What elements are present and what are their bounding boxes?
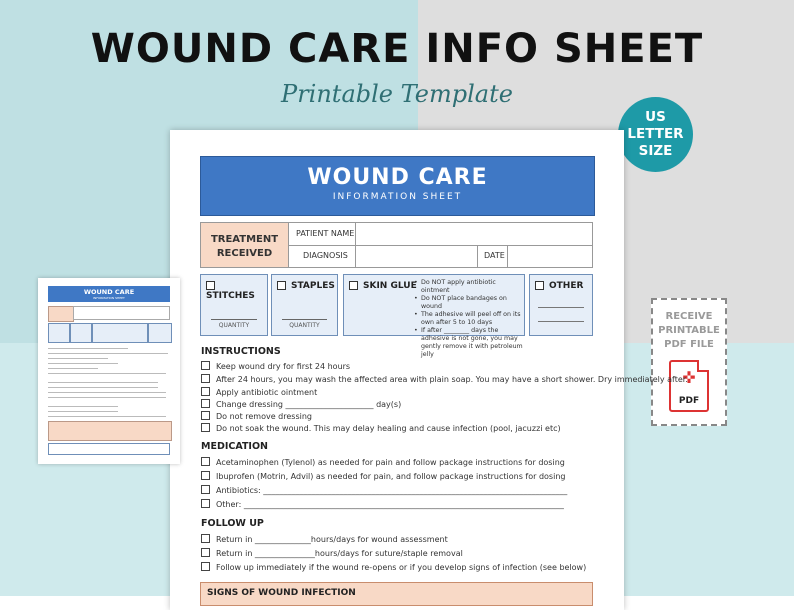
instruction-text: Do not soak the wound. This may delay healing and cause infection (pool, jacuzzi etc) — [216, 424, 561, 433]
glue-note: • Do NOT place bandages on wound — [414, 295, 524, 311]
pdf-file-icon — [669, 360, 709, 412]
mini-option-box — [148, 323, 172, 343]
follow-up-title: FOLLOW UP — [201, 518, 264, 529]
other-option — [529, 274, 593, 336]
other-head — [535, 281, 583, 291]
hero-subtitle: Printable Template — [281, 80, 513, 108]
checkbox[interactable] — [201, 548, 210, 557]
mini-banner-title: WOUND CARE — [83, 288, 135, 296]
checkbox[interactable] — [201, 423, 210, 432]
checkbox[interactable] — [201, 411, 210, 420]
mini-line — [48, 382, 158, 383]
other-label: OTHER — [549, 281, 584, 291]
mini-line — [48, 387, 158, 388]
checkbox[interactable] — [201, 499, 210, 508]
medication-item — [201, 457, 565, 467]
date-label: DATE — [484, 251, 505, 260]
checkbox[interactable] — [201, 457, 210, 466]
staples-label: STAPLES — [291, 281, 335, 291]
instruction-text: Apply antibiotic ointment — [216, 388, 318, 397]
signs-of-infection-heading: SIGNS OF WOUND INFECTION — [200, 582, 593, 606]
treatment-received-label: TREATMENT RECEIVED — [200, 222, 289, 268]
instruction-text: Change dressing ______________________ day(s) — [216, 400, 402, 409]
glue-note: • The adhesive will peel off on its own after 5 to 10 days — [414, 311, 524, 327]
divider — [355, 245, 356, 267]
follow-up-item — [201, 534, 448, 544]
mini-line — [48, 358, 108, 359]
mini-option-box — [70, 323, 92, 343]
follow-up-item — [201, 548, 463, 558]
banner-subtitle: INFORMATION SHEET — [332, 192, 463, 202]
mini-option-box — [92, 323, 148, 343]
stitches-checkbox[interactable] — [206, 281, 215, 290]
other-line — [538, 321, 584, 322]
pdf-box-text — [653, 310, 725, 352]
mini-line — [48, 373, 166, 374]
staples-head — [277, 281, 335, 291]
stitches-option — [200, 274, 268, 336]
checkbox[interactable] — [201, 374, 210, 383]
checkbox[interactable] — [201, 534, 210, 543]
badge-line: SIZE — [638, 143, 673, 159]
patient-info-grid — [289, 222, 593, 268]
medication-item — [201, 471, 565, 481]
follow-up-text: Follow up immediately if the wound re-opens or if you develop signs of infection (see below) — [216, 563, 587, 572]
instruction-item — [201, 361, 350, 371]
badge-line: US — [645, 109, 666, 125]
divider — [355, 223, 356, 245]
skin-glue-option — [343, 274, 525, 358]
pdf-file-box — [651, 298, 727, 426]
mini-banner — [48, 286, 170, 302]
follow-up-item — [201, 562, 586, 572]
divider — [507, 245, 508, 267]
skin-glue-head — [349, 281, 417, 291]
skin-glue-notes — [414, 279, 524, 359]
medication-text: Other: ________________________________________________________________________________ — [216, 500, 564, 509]
mini-banner-subtitle: INFORMATION SHEET — [93, 296, 125, 300]
skin-glue-label: SKIN GLUE — [363, 281, 417, 291]
staples-checkbox[interactable] — [277, 281, 286, 290]
diagnosis-label: DIAGNOSIS — [303, 251, 348, 260]
pdf-box-line: RECEIVE — [665, 311, 713, 322]
acrobat-icon: ✜ — [682, 368, 696, 387]
mini-option-box — [48, 323, 70, 343]
mini-line — [48, 411, 118, 412]
mini-line — [48, 348, 128, 349]
checkbox[interactable] — [201, 387, 210, 396]
follow-up-text: Return in _______________hours/days for suture/staple removal — [216, 549, 463, 558]
pdf-box-line: PDF FILE — [664, 339, 714, 350]
diagnosis-row — [289, 245, 593, 267]
other-line — [538, 307, 584, 308]
pdf-box-line: PRINTABLE — [658, 325, 720, 336]
mini-treatment-box — [48, 306, 74, 322]
instruction-item — [201, 387, 317, 397]
medication-text: Ibuprofen (Motrin, Advil) as needed for pain, and follow package instructions for dosing — [216, 472, 566, 481]
us-letter-badge — [618, 97, 693, 172]
instruction-item — [201, 423, 561, 433]
instruction-text: After 24 hours, you may wash the affected area with plain soap. You may have a short shower. Dry immediately after. — [216, 375, 688, 384]
stitches-label: STITCHES — [206, 291, 255, 301]
mini-line — [48, 353, 168, 354]
divider — [477, 245, 478, 267]
quantity-label: QUANTITY — [218, 322, 250, 329]
medication-item — [201, 485, 567, 495]
checkbox[interactable] — [201, 399, 210, 408]
mini-notes-box — [48, 443, 170, 455]
quantity-line — [282, 319, 327, 320]
staples-option — [271, 274, 338, 336]
quantity-label: QUANTITY — [289, 322, 320, 329]
pdf-icon-label: PDF — [678, 396, 700, 406]
patient-name-row — [289, 223, 593, 246]
sheet-banner — [200, 156, 595, 216]
patient-name-label: PATIENT NAME — [296, 229, 355, 238]
hero-title: WOUND CARE INFO SHEET — [90, 26, 704, 72]
mini-signs-box — [48, 421, 172, 441]
glue-note: • Do NOT apply antibiotic ointment — [414, 279, 524, 295]
stitches-head — [206, 281, 267, 301]
mini-line — [48, 397, 166, 398]
skin-glue-checkbox[interactable] — [349, 281, 358, 290]
medication-item — [201, 499, 564, 509]
follow-up-text: Return in ______________hours/days for wound assessment — [216, 535, 448, 544]
mini-line — [48, 416, 166, 417]
instruction-text: Do not remove dressing — [216, 412, 312, 421]
glue-note: • If after ________ days the adhesive is not gone, you may gently remove it with petroleum jelly — [414, 327, 524, 359]
checkbox[interactable] — [201, 485, 210, 494]
other-checkbox[interactable] — [535, 281, 544, 290]
medication-title: MEDICATION — [201, 441, 268, 452]
instruction-item — [201, 411, 312, 421]
medication-text: Antibiotics: ____________________________________________________________________________ — [216, 486, 568, 495]
instruction-item — [201, 399, 401, 409]
instructions-title: INSTRUCTIONS — [201, 346, 281, 357]
checkbox[interactable] — [201, 471, 210, 480]
badge-line: LETTER — [627, 126, 684, 142]
mini-patient-grid — [73, 306, 170, 320]
instruction-text: Keep wound dry for first 24 hours — [216, 362, 351, 371]
medication-text: Acetaminophen (Tylenol) as needed for pain and follow package instructions for dosing — [216, 458, 565, 467]
quantity-line — [211, 319, 257, 320]
instruction-item — [201, 374, 688, 384]
banner-title: WOUND CARE — [307, 165, 488, 190]
mini-line — [48, 368, 98, 369]
checkbox[interactable] — [201, 361, 210, 370]
mini-line — [48, 392, 166, 393]
mini-line — [48, 406, 118, 407]
mini-sheet-preview — [38, 278, 180, 464]
mini-line — [48, 363, 118, 364]
checkbox[interactable] — [201, 562, 210, 571]
